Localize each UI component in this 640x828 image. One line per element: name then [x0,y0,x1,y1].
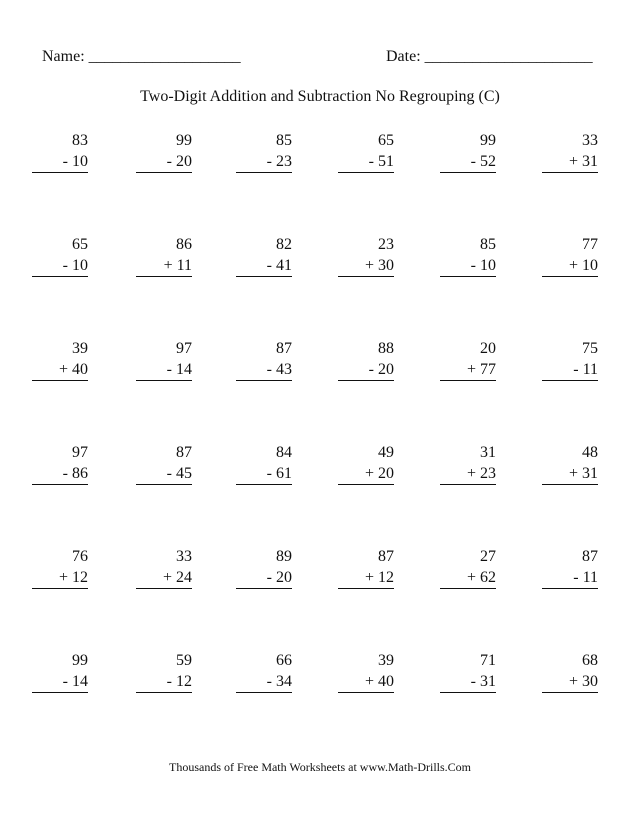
bottom-line [136,464,192,485]
bottom-line [32,256,88,277]
operator-sign: - [62,673,68,690]
top-number: 97 [176,340,192,357]
math-problem [542,130,598,173]
top-number: 71 [480,652,496,669]
math-problem [136,546,192,589]
bottom-line [440,360,496,381]
top-number: 84 [276,444,292,461]
bottom-number: 30 [582,673,598,690]
bottom-line [440,256,496,277]
top-number: 39 [378,652,394,669]
top-number: 97 [72,444,88,461]
bottom-line [542,464,598,485]
bottom-line [32,568,88,589]
bottom-line [542,360,598,381]
math-problem [542,442,598,485]
bottom-number: 40 [72,361,88,378]
math-problem [236,442,292,485]
math-problem [136,130,192,173]
bottom-number: 11 [582,361,598,378]
bottom-number: 10 [480,257,496,274]
operator-sign: + [58,569,68,586]
bottom-number: 14 [176,361,192,378]
math-problem [338,546,394,589]
math-problem [440,442,496,485]
bottom-number: 30 [378,257,394,274]
top-number: 87 [176,444,192,461]
math-problem [338,338,394,381]
bottom-line [338,568,394,589]
math-problem [440,130,496,173]
operator-sign: + [364,569,374,586]
bottom-line [338,464,394,485]
operator-sign: - [266,257,272,274]
bottom-line [542,152,598,173]
math-problem [440,234,496,277]
math-problem [32,234,88,277]
top-number: 85 [480,236,496,253]
math-problem [440,546,496,589]
bottom-line [440,568,496,589]
top-number: 33 [176,548,192,565]
bottom-number: 31 [582,153,598,170]
bottom-number: 20 [378,465,394,482]
math-problem [32,130,88,173]
bottom-number: 52 [480,153,496,170]
math-problem [542,234,598,277]
math-problem [542,650,598,693]
math-problem [32,650,88,693]
operator-sign: - [368,361,374,378]
top-number: 65 [72,236,88,253]
problem-row [40,338,600,442]
bottom-number: 40 [378,673,394,690]
bottom-line [338,672,394,693]
bottom-number: 31 [582,465,598,482]
bottom-number: 23 [276,153,292,170]
operator-sign: - [166,465,172,482]
operator-sign: + [364,257,374,274]
bottom-line [236,152,292,173]
top-number: 89 [276,548,292,565]
name-label: Name: [42,48,85,65]
problem-row [40,130,600,234]
bottom-line [338,360,394,381]
bottom-line [236,568,292,589]
top-number: 83 [72,132,88,149]
operator-sign: - [266,153,272,170]
bottom-line [236,672,292,693]
math-problem [338,442,394,485]
top-number: 87 [582,548,598,565]
bottom-line [136,256,192,277]
operator-sign: - [470,673,476,690]
bottom-line [136,360,192,381]
math-problem [136,650,192,693]
operator-sign: + [466,465,476,482]
operator-sign: - [573,361,579,378]
bottom-number: 14 [72,673,88,690]
top-number: 23 [378,236,394,253]
math-problem [32,546,88,589]
bottom-line [32,464,88,485]
math-problem [136,234,192,277]
top-number: 82 [276,236,292,253]
operator-sign: - [266,569,272,586]
bottom-line [236,256,292,277]
bottom-number: 12 [378,569,394,586]
operator-sign: + [163,257,173,274]
bottom-line [136,568,192,589]
operator-sign: + [466,569,476,586]
bottom-number: 10 [72,257,88,274]
date-field [386,48,593,66]
operator-sign: - [573,569,579,586]
problem-row [40,546,600,650]
bottom-number: 11 [582,569,598,586]
operator-sign: - [470,153,476,170]
bottom-line [440,464,496,485]
operator-sign: - [62,153,68,170]
operator-sign: + [364,465,374,482]
bottom-number: 20 [378,361,394,378]
top-number: 86 [176,236,192,253]
math-problem [32,338,88,381]
math-problem [542,338,598,381]
bottom-number: 12 [176,673,192,690]
top-number: 75 [582,340,598,357]
operator-sign: + [162,569,172,586]
worksheet-title: Two-Digit Addition and Subtraction No Regrouping (C) [140,88,500,105]
bottom-number: 86 [72,465,88,482]
bottom-number: 24 [176,569,192,586]
operator-sign: - [166,153,172,170]
name-blank-line: ___________________ [88,48,241,65]
operator-sign: + [364,673,374,690]
bottom-line [136,152,192,173]
bottom-line [236,464,292,485]
bottom-number: 41 [276,257,292,274]
operator-sign: - [166,673,172,690]
operator-sign: + [58,361,68,378]
problem-row [40,234,600,338]
bottom-line [32,360,88,381]
top-number: 99 [176,132,192,149]
math-problem [338,650,394,693]
top-number: 33 [582,132,598,149]
operator-sign: - [368,153,374,170]
bottom-number: 51 [378,153,394,170]
operator-sign: - [266,361,272,378]
bottom-line [338,152,394,173]
bottom-number: 11 [176,257,192,274]
operator-sign: - [266,465,272,482]
date-blank-line: _____________________ [424,48,593,65]
date-label: Date: [386,48,421,65]
bottom-line [542,256,598,277]
bottom-number: 77 [480,361,496,378]
bottom-line [542,672,598,693]
name-field [42,48,241,66]
operator-sign: - [470,257,476,274]
math-problem [136,442,192,485]
math-problem [236,650,292,693]
top-number: 59 [176,652,192,669]
bottom-number: 62 [480,569,496,586]
operator-sign: + [568,673,578,690]
bottom-number: 61 [276,465,292,482]
bottom-line [136,672,192,693]
header [42,48,598,70]
top-number: 48 [582,444,598,461]
bottom-line [338,256,394,277]
top-number: 77 [582,236,598,253]
top-number: 87 [276,340,292,357]
math-problem [136,338,192,381]
bottom-number: 10 [582,257,598,274]
bottom-line [32,672,88,693]
footer-text: Thousands of Free Math Worksheets at www.Math-Drills.Com [169,760,471,774]
math-problem [338,234,394,277]
math-problem [236,234,292,277]
top-number: 65 [378,132,394,149]
bottom-number: 43 [276,361,292,378]
top-number: 88 [378,340,394,357]
bottom-number: 45 [176,465,192,482]
bottom-number: 23 [480,465,496,482]
bottom-number: 12 [72,569,88,586]
bottom-number: 20 [276,569,292,586]
bottom-line [542,568,598,589]
bottom-line [236,360,292,381]
top-number: 49 [378,444,394,461]
operator-sign: + [568,465,578,482]
operator-sign: + [568,153,578,170]
operator-sign: - [166,361,172,378]
math-problem [440,650,496,693]
top-number: 87 [378,548,394,565]
math-problem [338,130,394,173]
operator-sign: - [62,257,68,274]
math-problem [236,130,292,173]
bottom-line [32,152,88,173]
operator-sign: - [62,465,68,482]
bottom-number: 31 [480,673,496,690]
math-problem [236,338,292,381]
bottom-line [440,672,496,693]
bottom-line [440,152,496,173]
problem-grid [40,130,600,754]
bottom-number: 34 [276,673,292,690]
bottom-number: 20 [176,153,192,170]
math-problem [440,338,496,381]
bottom-number: 10 [72,153,88,170]
operator-sign: + [568,257,578,274]
top-number: 99 [480,132,496,149]
math-problem [32,442,88,485]
top-number: 31 [480,444,496,461]
problem-row [40,650,600,754]
math-problem [542,546,598,589]
top-number: 76 [72,548,88,565]
top-number: 85 [276,132,292,149]
problem-row [40,442,600,546]
top-number: 39 [72,340,88,357]
top-number: 66 [276,652,292,669]
top-number: 68 [582,652,598,669]
math-problem [236,546,292,589]
top-number: 99 [72,652,88,669]
operator-sign: - [266,673,272,690]
top-number: 27 [480,548,496,565]
top-number: 20 [480,340,496,357]
operator-sign: + [466,361,476,378]
